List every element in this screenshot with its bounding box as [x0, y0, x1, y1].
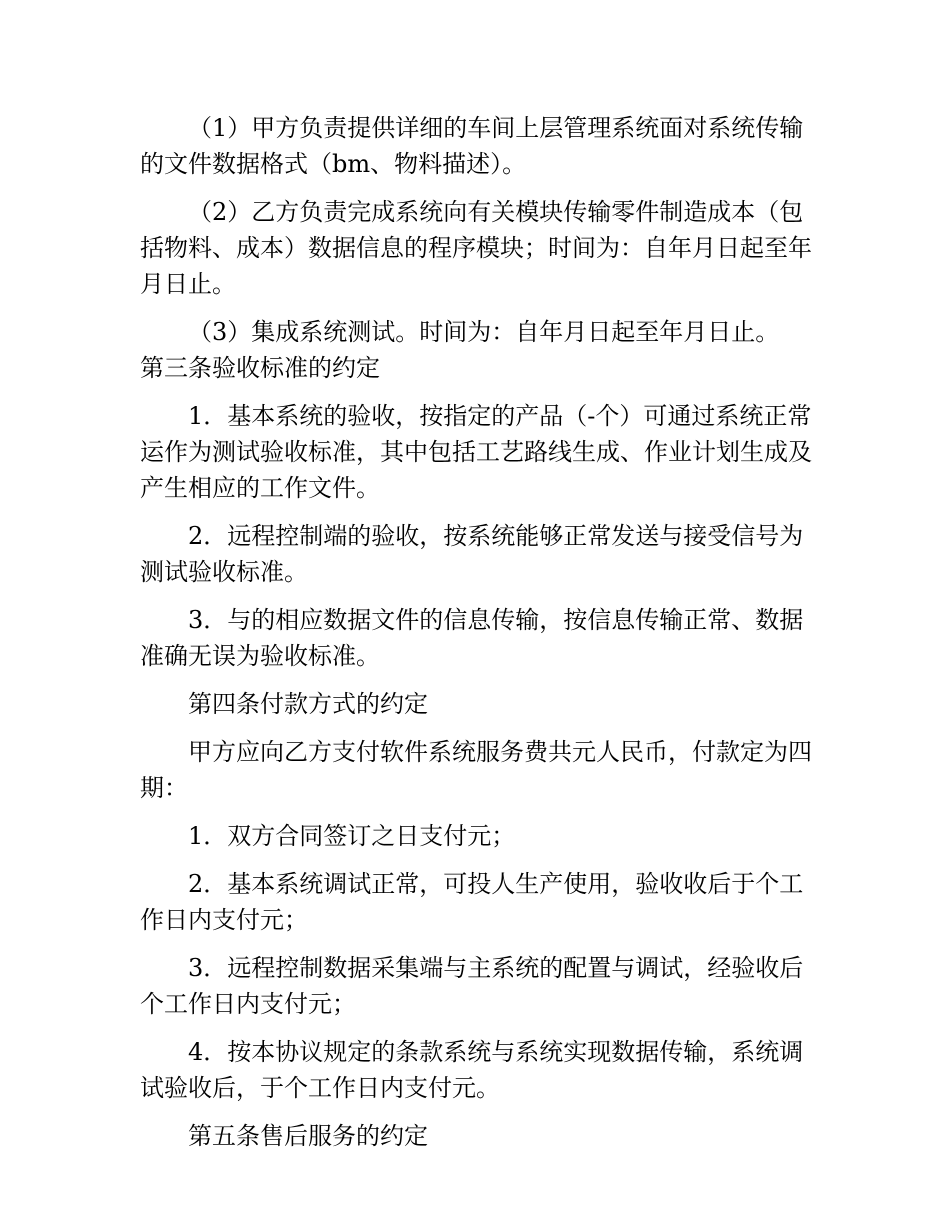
heading-article-3: 第三条验收标准的约定 — [140, 354, 380, 382]
document-body — [140, 110, 812, 1154]
paragraph-payment-2: 2．基本系统调试正常，可投人生产使用，验收收后于个工作日内支付元； — [140, 870, 804, 934]
paragraph-payment-3: 3．远程控制数据采集端与主系统的配置与调试，经验收后个工作日内支付元； — [140, 954, 804, 1018]
paragraph-payment-1: 1．双方合同签订之日支付元； — [188, 822, 516, 850]
heading-article-4: 第四条付款方式的约定 — [188, 690, 428, 718]
heading-article-5: 第五条售后服务的约定 — [188, 1122, 428, 1150]
paragraph-acceptance-2: 2．远程控制端的验收，按系统能够正常发送与接受信号为测试验收标准。 — [140, 522, 804, 586]
paragraph-3-integration-test: （3）集成系统测试。时间为：自年月日起至年月日止。 — [188, 318, 780, 346]
paragraph-acceptance-3: 3．与的相应数据文件的信息传输，按信息传输正常、数据准确无误为验收标准。 — [140, 606, 804, 670]
paragraph-acceptance-1: 1．基本系统的验收，按指定的产品（-个）可通过系统正常运作为测试验收标准，其中包括工艺路线生成、作业计划生成及产生相应的工作文件。 — [140, 402, 812, 502]
paragraph-2-program-module: （2）乙方负责完成系统向有关模块传输零件制造成本（包括物料、成本）数据信息的程序模块；时间为：自年月日起至年月日止。 — [140, 198, 812, 298]
paragraph-1-provide-format: （1）甲方负责提供详细的车间上层管理系统面对系统传输的文件数据格式（bm、物料描述）。 — [140, 114, 804, 178]
paragraph-payment-4: 4．按本协议规定的条款系统与系统实现数据传输，系统调试验收后，于个工作日内支付元。 — [140, 1038, 804, 1102]
paragraph-payment-intro: 甲方应向乙方支付软件系统服务费共元人民币，付款定为四期： — [140, 738, 812, 802]
